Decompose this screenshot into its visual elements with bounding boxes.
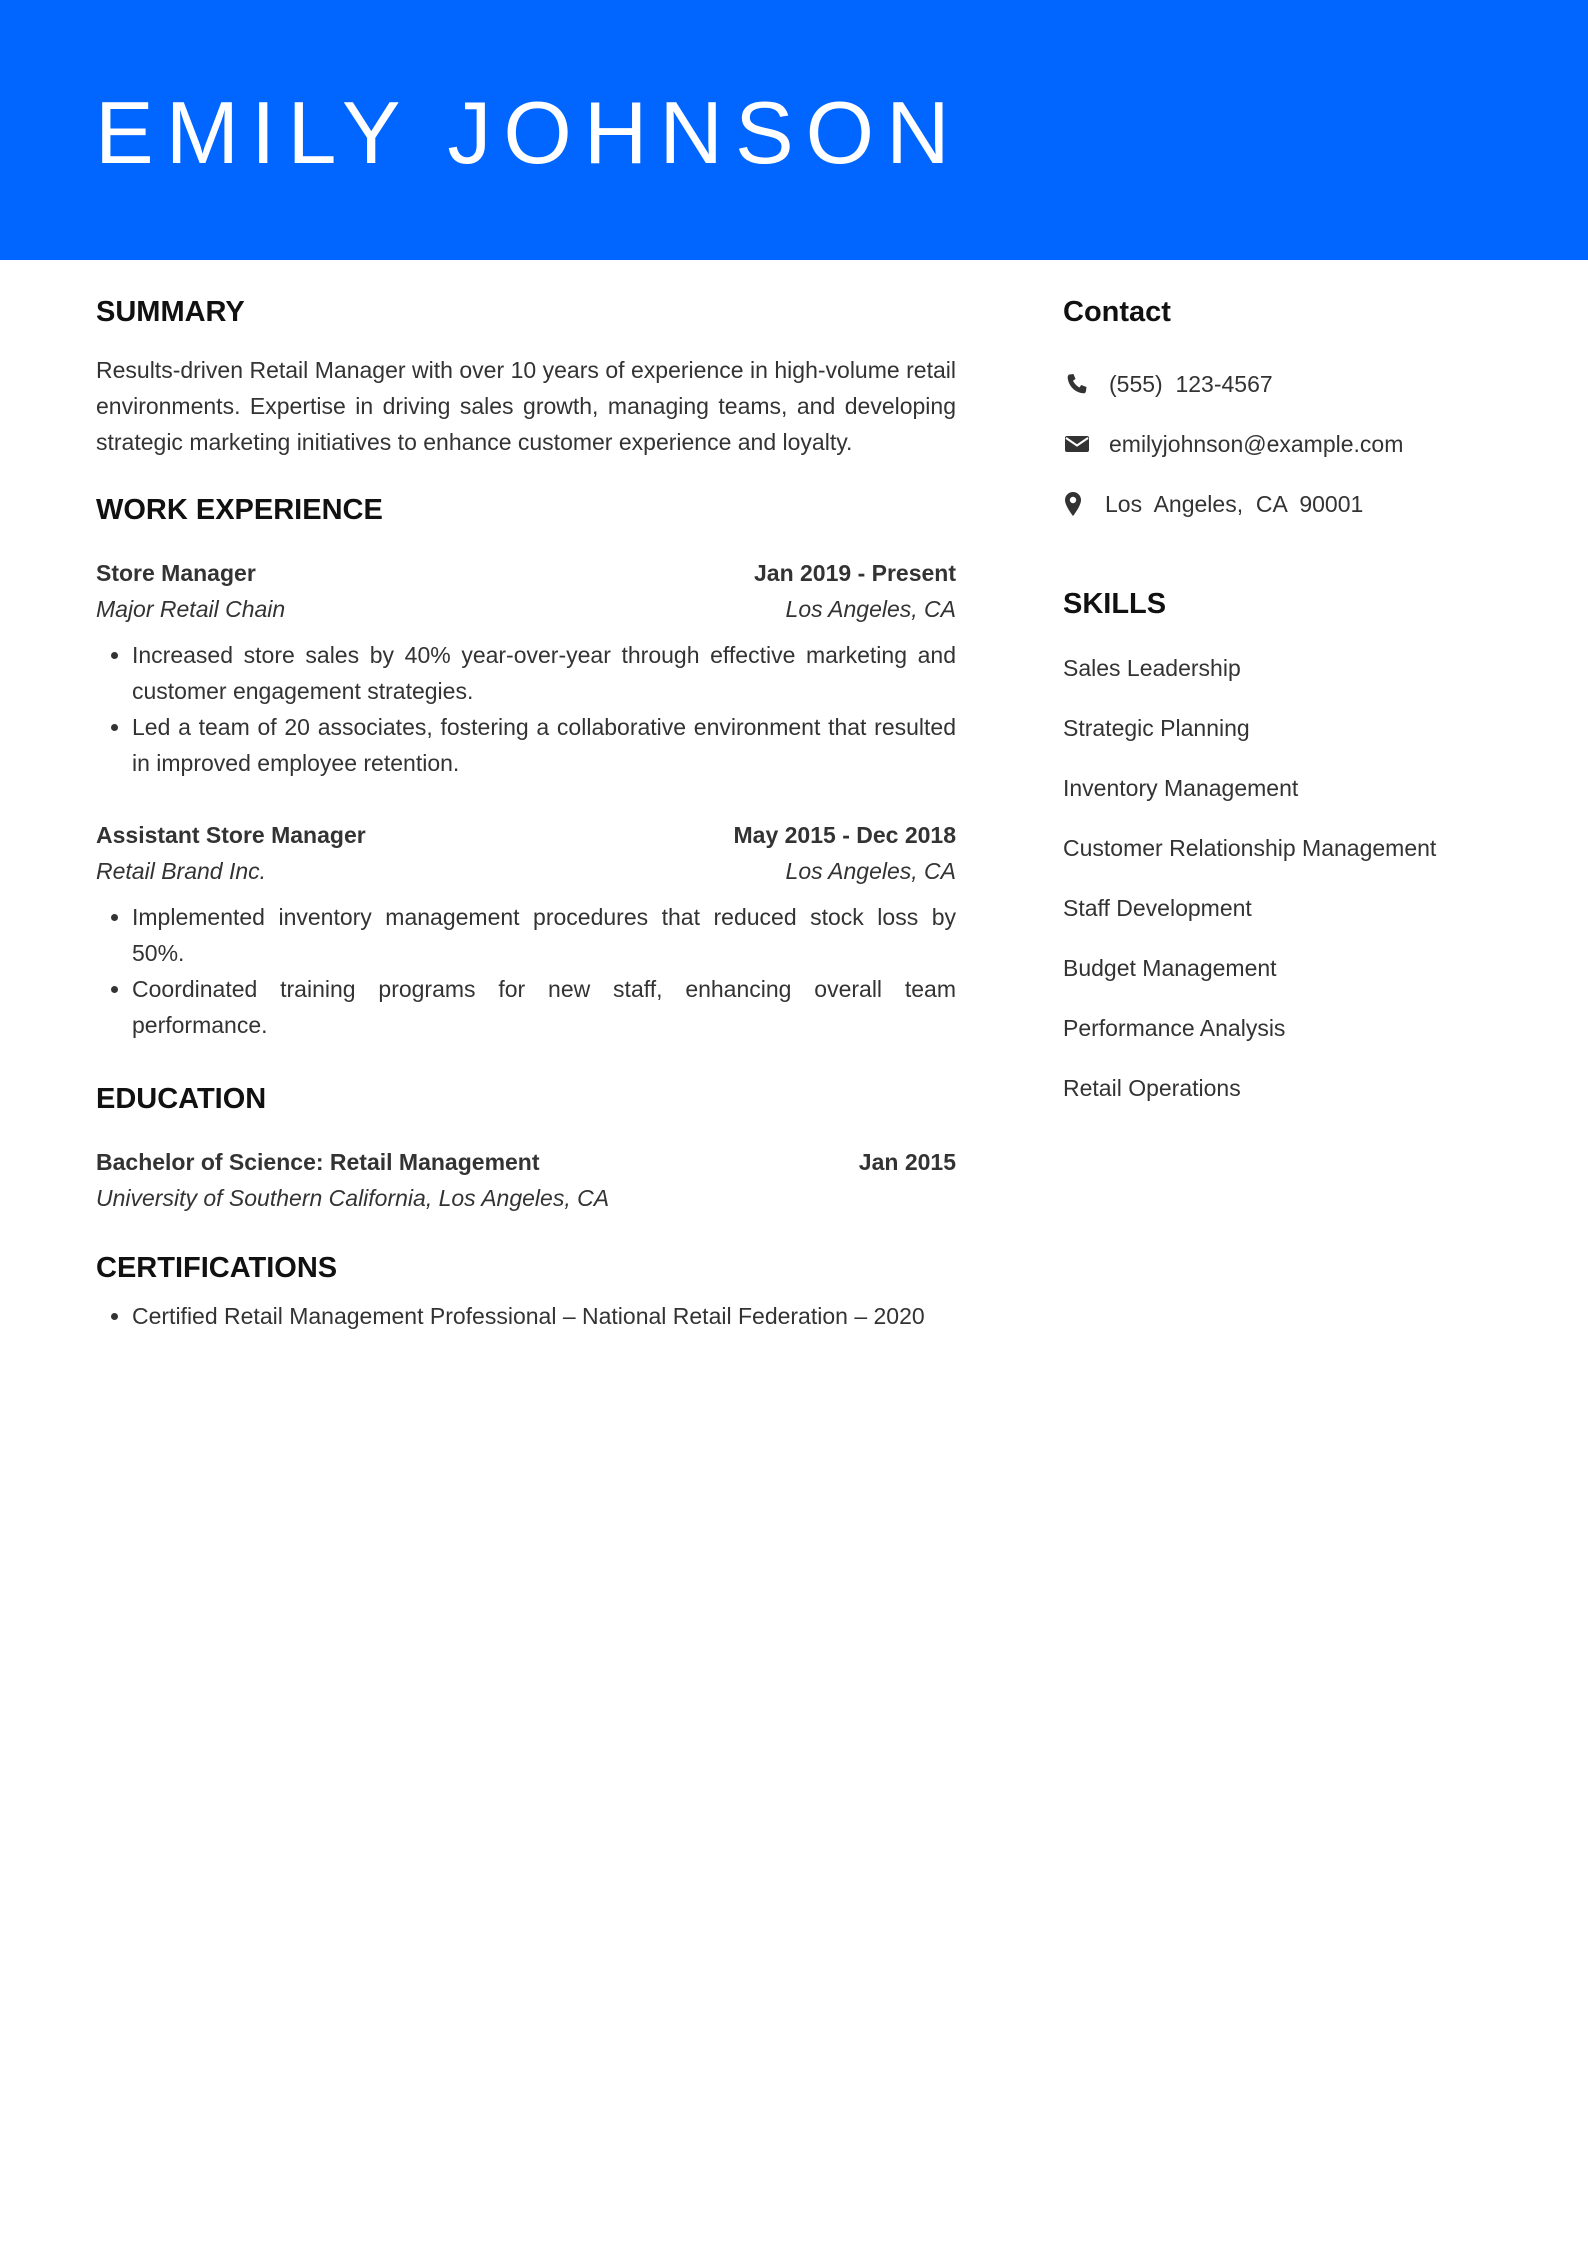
degree: Bachelor of Science: Retail Management (96, 1149, 540, 1175)
job-bullet: • Increased store sales by 40% year-over-year through effective marketing and customer engagement strategies. (132, 637, 956, 709)
job-company: Retail Brand Inc. (96, 858, 267, 884)
job-location: Los Angeles, CA (785, 858, 956, 884)
skills-heading: SKILLS (1063, 588, 1167, 620)
skill-item: Performance Analysis (1063, 1015, 1286, 1041)
skill-item: Budget Management (1063, 955, 1277, 981)
contact-heading: Contact (1063, 296, 1171, 328)
skill-item: Sales Leadership (1063, 655, 1241, 681)
education-date: Jan 2015 (858, 1149, 956, 1175)
job-entry (96, 555, 956, 781)
phone-icon (1063, 370, 1091, 398)
job-bullet: • Coordinated training programs for new staff, enhancing overall team performance. (132, 971, 956, 1043)
job-title: Store Manager (96, 560, 256, 586)
map-pin-icon (1063, 490, 1083, 518)
job-entry (96, 817, 956, 1043)
certifications-heading: CERTIFICATIONS (96, 1252, 338, 1284)
contact-phone (1063, 354, 1533, 414)
contact-email-text[interactable]: emilyjohnson@example.com (1109, 430, 1404, 457)
job-company: Major Retail Chain (96, 596, 286, 622)
skill-item: Inventory Management (1063, 775, 1299, 801)
contact-email (1063, 414, 1533, 474)
job-location: Los Angeles, CA (785, 596, 956, 622)
main-column (96, 292, 956, 1334)
contact-location (1063, 474, 1533, 534)
envelope-icon (1063, 430, 1091, 458)
job-bullets (96, 637, 956, 781)
skills-list (1063, 638, 1533, 1118)
school: University of Southern California, Los Angeles, CA (96, 1185, 610, 1211)
skill-item: Retail Operations (1063, 1075, 1241, 1101)
skill-item: Staff Development (1063, 895, 1252, 921)
summary-heading: SUMMARY (96, 296, 245, 328)
job-bullet: • Implemented inventory management procedures that reduced stock loss by 50%. (132, 899, 956, 971)
job-title: Assistant Store Manager (96, 822, 366, 848)
summary-text: Results-driven Retail Manager with over 10 years of experience in high-volume retail environments. Expertise in driving sales growth, managing teams, and developing strategic marketing initiatives to enhance customer experience and loyalty. (96, 357, 956, 455)
work-experience-heading: WORK EXPERIENCE (96, 494, 383, 526)
sidebar-column (1063, 292, 1533, 1118)
contact-location-text: Los Angeles, CA 90001 (1105, 490, 1364, 517)
contact-list (1063, 354, 1533, 534)
job-bullets (96, 899, 956, 1043)
education-heading: EDUCATION (96, 1083, 267, 1115)
job-bullet: • Led a team of 20 associates, fostering a collaborative environment that resulted in improved employee retention. (132, 709, 956, 781)
skill-item: Customer Relationship Management (1063, 835, 1437, 861)
candidate-name: EMILY JOHNSON (95, 83, 962, 182)
certification-list (96, 1298, 956, 1334)
job-dates: Jan 2019 - Present (753, 560, 956, 586)
header-banner (0, 0, 1588, 260)
job-dates: May 2015 - Dec 2018 (733, 822, 956, 848)
education-entry (96, 1144, 956, 1216)
certification-item: • Certified Retail Management Professional – National Retail Federation – 2020 (132, 1298, 956, 1334)
skill-item: Strategic Planning (1063, 715, 1250, 741)
contact-phone-text[interactable]: (555) 123-4567 (1109, 370, 1273, 397)
